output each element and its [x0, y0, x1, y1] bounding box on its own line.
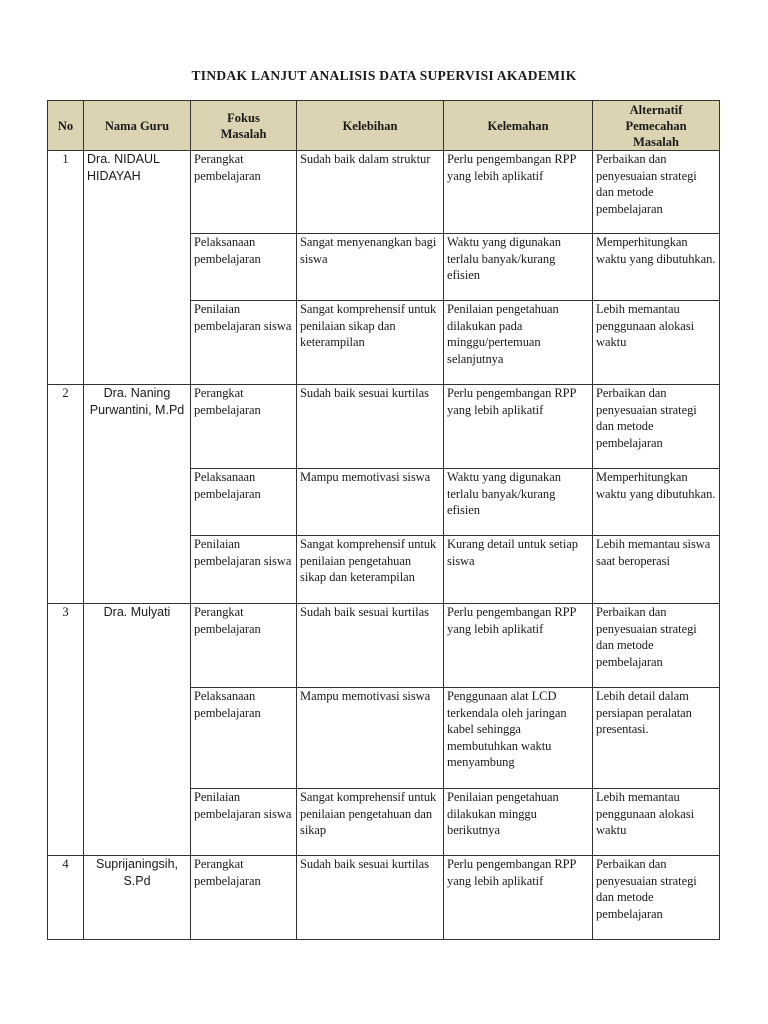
- focus-cell: Pelaksanaan pembelajaran: [191, 469, 297, 536]
- strength-cell: Sudah baik dalam struktur: [297, 151, 444, 234]
- focus-cell: Perangkat pembelajaran: [191, 151, 297, 234]
- weakness-cell: Kurang detail untuk setiap siswa: [444, 536, 593, 604]
- weakness-cell: Perlu pengembangan RPP yang lebih aplikatif: [444, 604, 593, 688]
- table-row: [48, 856, 720, 940]
- supervision-table: [47, 100, 720, 940]
- focus-cell: Perangkat pembelajaran: [191, 856, 297, 940]
- strength-cell: Mampu memotivasi siswa: [297, 469, 444, 536]
- teacher-name: Dra. Mulyati: [84, 604, 191, 856]
- focus-cell: Penilaian pembelajaran siswa: [191, 301, 297, 385]
- teacher-name: Suprijaningsih, S.Pd: [84, 856, 191, 940]
- focus-cell: Pelaksanaan pembelajaran: [191, 234, 297, 301]
- header-nama-guru: Nama Guru: [84, 101, 191, 151]
- table-row: [48, 385, 720, 469]
- focus-cell: Pelaksanaan pembelajaran: [191, 688, 297, 789]
- header-alternatif: Alternatif Pemecahan Masalah: [593, 101, 720, 151]
- teacher-name: Dra. NIDAUL HIDAYAH: [84, 151, 191, 385]
- weakness-cell: Penilaian pengetahuan dilakukan minggu berikutnya: [444, 789, 593, 856]
- solution-cell: Perbaikan dan penyesuaian strategi dan metode pembelajaran: [593, 604, 720, 688]
- focus-cell: Penilaian pembelajaran siswa: [191, 536, 297, 604]
- page-title: TINDAK LANJUT ANALISIS DATA SUPERVISI AKADEMIK: [191, 68, 577, 83]
- strength-cell: Sudah baik sesuai kurtilas: [297, 385, 444, 469]
- table-header-row: [48, 101, 720, 151]
- focus-cell: Perangkat pembelajaran: [191, 604, 297, 688]
- teacher-number: 4: [48, 856, 84, 940]
- table-row: [48, 151, 720, 234]
- focus-cell: Perangkat pembelajaran: [191, 385, 297, 469]
- table-body: [48, 151, 720, 940]
- solution-cell: Perbaikan dan penyesuaian strategi dan metode pembelajaran: [593, 856, 720, 940]
- teacher-number: 3: [48, 604, 84, 856]
- weakness-cell: Perlu pengembangan RPP yang lebih aplikatif: [444, 856, 593, 940]
- solution-cell: Lebih memantau siswa saat beroperasi: [593, 536, 720, 604]
- strength-cell: Mampu memotivasi siswa: [297, 688, 444, 789]
- weakness-cell: Penilaian pengetahuan dilakukan pada minggu/pertemuan selanjutnya: [444, 301, 593, 385]
- header-kelemahan: Kelemahan: [444, 101, 593, 151]
- solution-cell: Perbaikan dan penyesuaian strategi dan metode pembelajaran: [593, 385, 720, 469]
- strength-cell: Sudah baik sesuai kurtilas: [297, 856, 444, 940]
- strength-cell: Sangat komprehensif untuk penilaian pengetahuan dan sikap: [297, 789, 444, 856]
- teacher-number: 1: [48, 151, 84, 385]
- solution-cell: Lebih memantau penggunaan alokasi waktu: [593, 789, 720, 856]
- solution-cell: Memperhitungkan waktu yang dibutuhkan.: [593, 469, 720, 536]
- strength-cell: Sangat komprehensif untuk penilaian pengetahuan sikap dan keterampilan: [297, 536, 444, 604]
- strength-cell: Sangat komprehensif untuk penilaian sikap dan keterampilan: [297, 301, 444, 385]
- weakness-cell: Waktu yang digunakan terlalu banyak/kurang efisien: [444, 469, 593, 536]
- weakness-cell: Penggunaan alat LCD terkendala oleh jaringan kabel sehingga membutuhkan waktu menyambung: [444, 688, 593, 789]
- table-row: [48, 604, 720, 688]
- solution-cell: Perbaikan dan penyesuaian strategi dan metode pembelajaran: [593, 151, 720, 234]
- solution-cell: Lebih memantau penggunaan alokasi waktu: [593, 301, 720, 385]
- solution-cell: Memperhitungkan waktu yang dibutuhkan.: [593, 234, 720, 301]
- weakness-cell: Perlu pengembangan RPP yang lebih aplikatif: [444, 151, 593, 234]
- teacher-number: 2: [48, 385, 84, 604]
- header-no: No: [48, 101, 84, 151]
- teacher-name: Dra. Naning Purwantini, M.Pd: [84, 385, 191, 604]
- strength-cell: Sudah baik sesuai kurtilas: [297, 604, 444, 688]
- weakness-cell: Perlu pengembangan RPP yang lebih aplikatif: [444, 385, 593, 469]
- header-fokus-masalah: Fokus Masalah: [191, 101, 297, 151]
- focus-cell: Penilaian pembelajaran siswa: [191, 789, 297, 856]
- strength-cell: Sangat menyenangkan bagi siswa: [297, 234, 444, 301]
- header-kelebihan: Kelebihan: [297, 101, 444, 151]
- solution-cell: Lebih detail dalam persiapan peralatan presentasi.: [593, 688, 720, 789]
- weakness-cell: Waktu yang digunakan terlalu banyak/kurang efisien: [444, 234, 593, 301]
